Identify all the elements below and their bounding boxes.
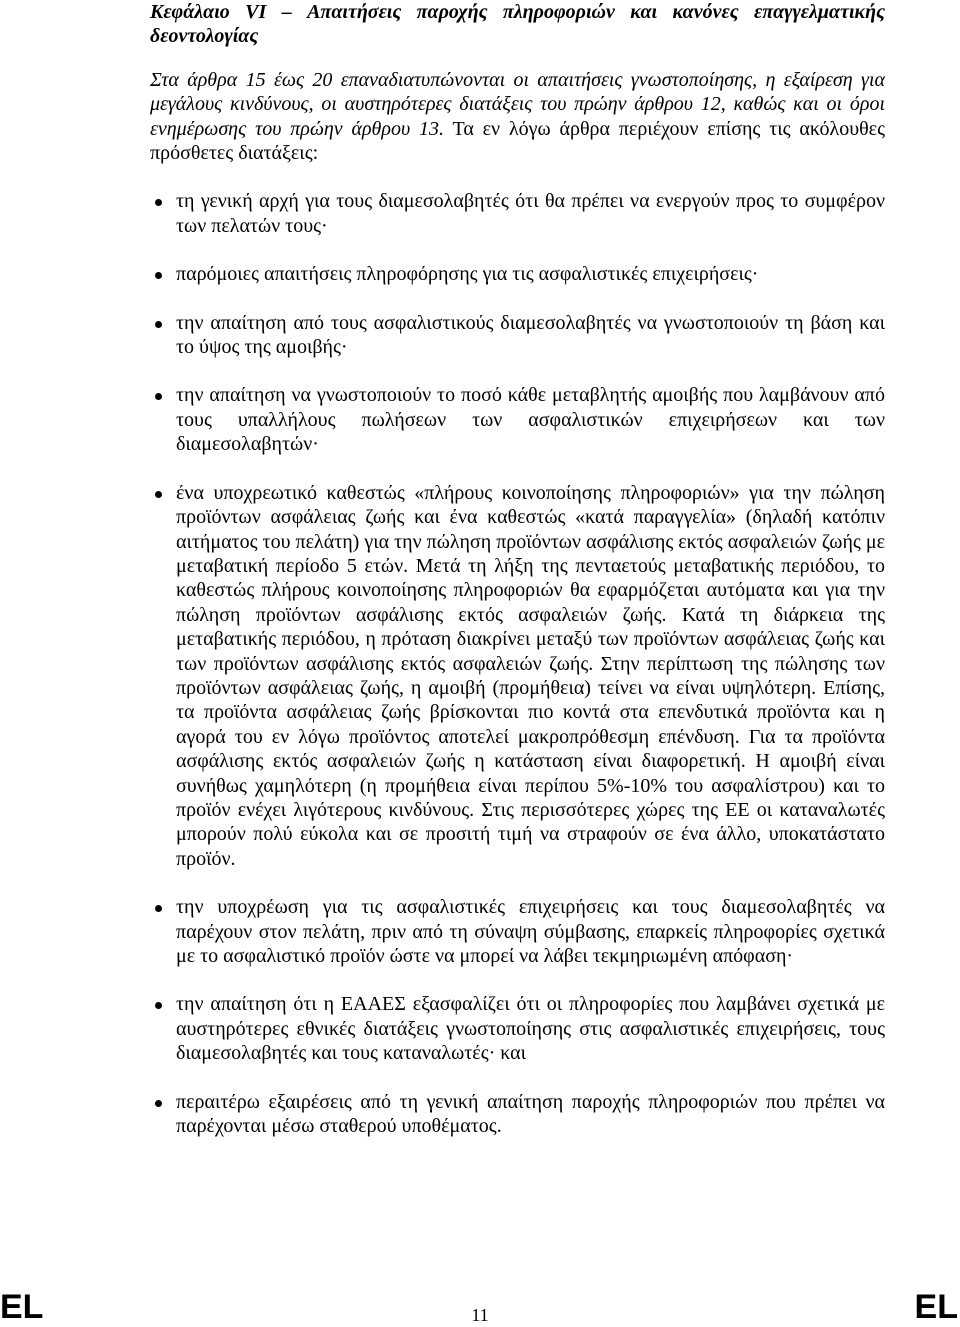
chapter-heading: Κεφάλαιο VI – Απαιτήσεις παροχής πληροφοριών και κανόνες επαγγελματικής δεοντολογίας xyxy=(150,1,885,48)
list-item xyxy=(150,481,885,872)
list-item xyxy=(150,311,885,360)
bullet-icon xyxy=(155,905,162,912)
list-item-text: τη γενική αρχή για τους διαμεσολαβητές ότι θα πρέπει να ενεργούν προς το συμφέρον των πελατών τους· xyxy=(176,190,885,237)
list-item-text: την υποχρέωση για τις ασφαλιστικές επιχειρήσεις και τους διαμεσολαβητές να παρέχουν στον πελάτη, πριν από τη σύναψη σύμβασης, επαρκείς πληροφορίες σχετικά με το ασφαλιστικό προϊόν ώστε να μπορεί να λάβει τεκμηριωμένη απόφαση· xyxy=(176,896,885,967)
bullet-icon xyxy=(155,199,162,206)
list-item-text: ένα υποχρεωτικό καθεστώς «πλήρους κοινοποίησης πληροφοριών» για την πώληση προϊόντων ασφάλειας ζωής και ένα καθεστώς «κατά παραγγελία» (δηλαδή κατόπιν αιτήματος του πελάτη) για την πώληση προϊόντων ασφάλισης εκτός ασφαλειών ζωής με μεταβατική περίοδο 5 ετών. Μετά τη λήξη της πενταετούς μεταβατικής περιόδου, το καθεστώς πλήρους κοινοποίησης πληροφοριών θα εφαρμόζεται αυτόματα και για την πώληση προϊόντων ασφάλισης εκτός ασφαλειών ζωής. Κατά τη διάρκεια της μεταβατικής περιόδου, η πρόταση διακρίνει μεταξύ των προϊόντων ασφάλειας ζωής και των προϊόντων ασφάλισης εκτός ασφαλειών ζωής. Στην περίπτωση της πώλησης των προϊόντων ασφάλειας ζωής, η αμοιβή (προμήθεια) τείνει να είναι υψηλότερη. Επίσης, τα προϊόντα ασφάλειας ζωής βρίσκονται πιο κοντά στα επενδυτικά προϊόντα και η αγορά του εν λόγω προϊόντος αποτελεί μακροπρόθεσμη επένδυση. Για τα προϊόντα ασφάλισης εκτός ασφαλειών ζωής η κατάσταση είναι διαφορετική. Η αμοιβή είναι συνήθως χαμηλότερη (η προμήθεια είναι περίπου 5%-10% του ασφαλίστρου) και το προϊόν ενέχει λιγότερους κινδύνους. Στις περισσότερες χώρες της ΕΕ οι καταναλωτές μπορούν πολύ εύκολα και σε προσιτή τιμή να στραφούν σε ένα άλλο, υποκατάστατο προϊόν. xyxy=(176,481,885,870)
list-item xyxy=(150,383,885,456)
footer-language-code-right: EL xyxy=(914,1288,958,1326)
list-item-text: την απαίτηση ότι η ΕΑΑΕΣ εξασφαλίζει ότι οι πληροφορίες που λαμβάνει σχετικά με αυστηρότερες εθνικές διατάξεις γνωστοποίησης στις ασφαλιστικές επιχειρήσεις, τους διαμεσολαβητές και τους καταναλωτές· και xyxy=(176,993,885,1065)
provisions-list xyxy=(150,189,885,1138)
intro-text: Τα εν λόγω άρθρα περιέχουν επίσης τις ακόλουθες πρόσθετες διατάξεις: xyxy=(150,117,885,165)
list-item-text: περαιτέρω εξαιρέσεις από τη γενική απαίτηση παροχής πληροφοριών που πρέπει να παρέχονται μέσω σταθερού υποθέματος. xyxy=(176,1090,885,1138)
bullet-icon xyxy=(155,1100,162,1107)
list-item-text: την απαίτηση να γνωστοποιούν το ποσό κάθε μεταβλητής αμοιβής που λαμβάνουν από τους υπαλλήλους πωλήσεων των ασφαλιστικών επιχειρήσεων και των διαμεσολαβητών· xyxy=(176,384,885,456)
list-item xyxy=(150,895,885,968)
bullet-icon xyxy=(155,491,162,498)
page-number: 11 xyxy=(471,1305,489,1325)
footer-language-code-left: EL xyxy=(0,1288,44,1326)
list-item-text: την απαίτηση από τους ασφαλιστικούς διαμεσολαβητές να γνωστοποιούν τη βάση και το ύψος της αμοιβής· xyxy=(176,311,885,359)
list-item xyxy=(150,262,885,286)
page-content xyxy=(150,0,885,1162)
list-item xyxy=(150,189,885,238)
bullet-icon xyxy=(155,272,162,279)
bullet-icon xyxy=(155,321,162,328)
intro-paragraph xyxy=(150,68,885,166)
bullet-icon xyxy=(155,1002,162,1009)
list-item xyxy=(150,992,885,1065)
list-item-text: παρόμοιες απαιτήσεις πληροφόρησης για τις ασφαλιστικές επιχειρήσεις· xyxy=(176,263,759,286)
bullet-icon xyxy=(155,393,162,400)
list-item xyxy=(150,1090,885,1139)
intro-italic-text: Στα άρθρα 15 έως 20 επαναδιατυπώνονται οι απαιτήσεις γνωστοποίησης, η εξαίρεση για μεγάλους κινδύνους, οι αυστηρότερες διατάξεις του πρώην άρθρου 12, καθώς και οι όροι ενημέρωσης του πρώην άρθρου 13. xyxy=(150,68,885,140)
